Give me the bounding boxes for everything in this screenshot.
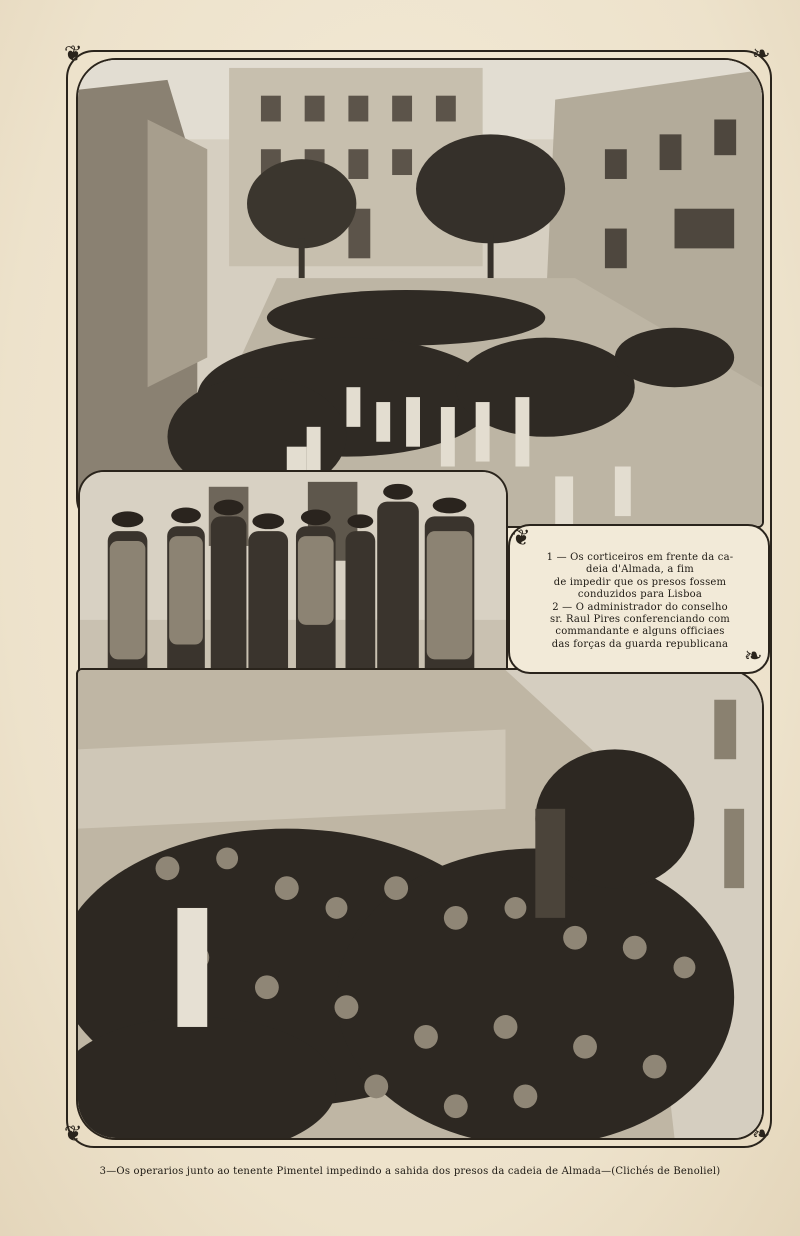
caption-line: de impedir que os presos fossem — [553, 576, 727, 588]
caption-line: deia d'Almada, a fim — [586, 564, 694, 576]
ornament-corner-bottom-right: ❧ — [752, 1122, 771, 1147]
ornament-scroll-bottom-right: ❧ — [744, 644, 763, 669]
caption-line: 2 — O administrador do conselho — [552, 601, 728, 613]
ornament-corner-bottom-left: ❦ — [64, 1122, 83, 1147]
photo-operarios-crowd — [76, 668, 764, 1140]
ornament-scroll-top-left: ❦ — [512, 526, 531, 551]
photo-3-illustration — [78, 670, 762, 1138]
caption-line: conduzidos para Lisboa — [577, 589, 703, 601]
caption-line: commandante e alguns officiaes — [555, 626, 725, 638]
ornament-corner-top-right: ❧ — [752, 42, 771, 67]
photo-captions-1-2 — [520, 552, 760, 651]
photo-1-illustration — [78, 60, 762, 526]
photo-corticeiros-street — [76, 58, 764, 528]
caption-line: sr. Raul Pires conferenciando com — [550, 614, 730, 626]
photo-caption-3: 3—Os operarios junto ao tenente Pimentel impedindo a sahida dos presos da cadeia de Almada—(Clichés de Benoliel) — [99, 1166, 721, 1177]
caption-line: 1 — Os corticeiros em frente da ca- — [546, 552, 734, 563]
ornament-corner-top-left: ❦ — [64, 42, 83, 67]
caption-line: das forças da guarda republicana — [551, 638, 729, 650]
